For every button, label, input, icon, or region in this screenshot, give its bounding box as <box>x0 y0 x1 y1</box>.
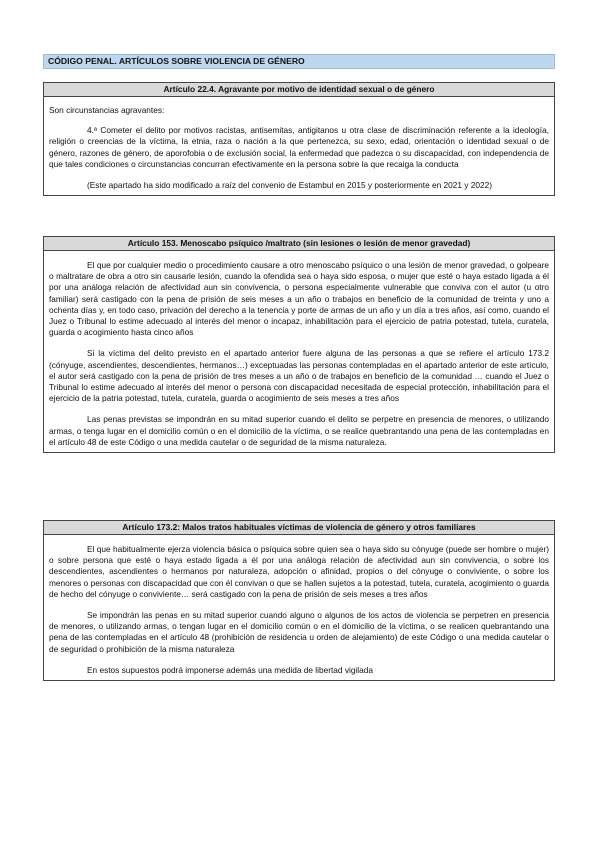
article-173-2 <box>43 520 555 681</box>
article-paragraph: El que por cualquier medio o procedimiento causare a otro menoscabo psíquico o una lesión de menor gravedad, o golpeare o maltratare de obra a otro sin causarle lesión, cuando la ofendida sea o haya sido esposa, o mujer que esté o haya estado ligada a él por una análoga relación de afectividad aun sin convivencia, o persona especialmente vulnerable que conviva con el autor (u otro familiar) será castigado con la pena de prisión de seis meses a un año o trabajos en beneficio de la comunidad de treinta y uno a ochenta días y, en todo caso, privación del derecho a la tenencia y porte de armas de un año y un día a tres años, así como, cuando el Juez o Tribunal lo estime adecuado al interés del menor o incapaz, inhabilitación para el ejercicio de patria potestad, tutela, curatela, guarda o acogimiento hasta cinco años <box>49 260 549 338</box>
article-paragraph: Si la víctima del delito previsto en el apartado anterior fuere alguna de las personas a que se refiere el artículo 173.2 (cónyuge, ascendientes, descendientes, hermanos…) exceptuadas las personas contempladas en el apartado anterior de este artículo, el autor será castigado con la pena de prisión de tres meses a un año o de trabajos en beneficio de la comunidad … cuando el Juez o Tribunal lo estime adecuado al interés del menor o persona con discapacidad necesitada de especial protección, inhabilitación para el ejercicio de la patria potestad, tutela, curatela, guarda o acogimiento de seis meses a tres años <box>49 348 549 404</box>
article-body <box>44 251 554 448</box>
page-title: CÓDIGO PENAL. ARTÍCULOS SOBRE VIOLENCIA DE GÉNERO <box>43 54 555 69</box>
article-153 <box>43 236 555 453</box>
article-paragraph: (Este apartado ha sido modificado a raíz del convenio de Estambul en 2015 y posteriormente en 2021 y 2022) <box>87 180 492 191</box>
article-paragraph: 4.ª Cometer el delito por motivos racistas, antisemitas, antigitanos u otra clase de discriminación referente a la ideología, religión o creencias de la víctima, la etnia, raza o nación a la que pertenezca, su sexo, edad, orientación o identidad sexual o de género, razones de género, de aporofobia o de exclusión social, la enfermedad que padezca o su discapacidad, con independencia de que tales condiciones o circunstancias concurran efectivamente en la persona sobre la que recaiga la conducta <box>49 125 549 169</box>
article-22-4 <box>43 82 555 196</box>
article-title: Artículo 173.2: Malos tratos habituales víctimas de violencia de género y otros familiares <box>44 521 554 535</box>
article-paragraph: El que habitualmente ejerza violencia básica o psíquica sobre quien sea o haya sido su cónyuge (puede ser hombre o mujer) o sobre persona que esté o haya estado ligada a él por una análoga relación de afectividad aun sin convivencia, o sobre los descendientes, ascendientes o hermanos por naturaleza, adopción o afinidad, propios o del cónyuge o conviviente, o sobre los menores o personas con discapacidad que con él convivan o que se hallen sujetos a la potestad, tutela, curatela, acogimiento o guarda de hecho del cónyuge o conviviente… será castigado con la pena de prisión de seis meses a tres años <box>49 544 549 599</box>
article-paragraph: Son circunstancias agravantes: <box>49 105 165 115</box>
article-title: Artículo 153. Menoscabo psíquico /maltrato (sin lesiones o lesión de menor gravedad) <box>44 237 554 251</box>
article-paragraph: Se impondrán las penas en su mitad superior cuando alguno o algunos de los actos de violencia se perpetren en presencia de menores, o utilizando armas, o tengan lugar en el domicilio común o en el domicilio de la víctima, o se realicen quebrantando una pena de las contempladas en el artículo 48 (prohibición de residencia u orden de alejamiento) de este Código o una medida cautelar o de seguridad o prohibición de la misma naturaleza <box>49 610 549 654</box>
article-paragraph: Las penas previstas se impondrán en su mitad superior cuando el delito se perpetre en presencia de menores, o utilizando armas, o tenga lugar en el domicilio común o en el domicilio de la víctima, o se realice quebrantando una pena de las contempladas en el artículo 48 de este Código o una medida cautelar o de seguridad de la misma naturaleza. <box>49 414 549 447</box>
article-paragraph: En estos supuestos podrá imponerse además una medida de libertad vigilada <box>87 664 373 675</box>
article-title: Artículo 22.4. Agravante por motivo de identidad sexual o de género <box>44 83 554 97</box>
article-body <box>44 97 554 191</box>
article-body <box>44 535 554 676</box>
